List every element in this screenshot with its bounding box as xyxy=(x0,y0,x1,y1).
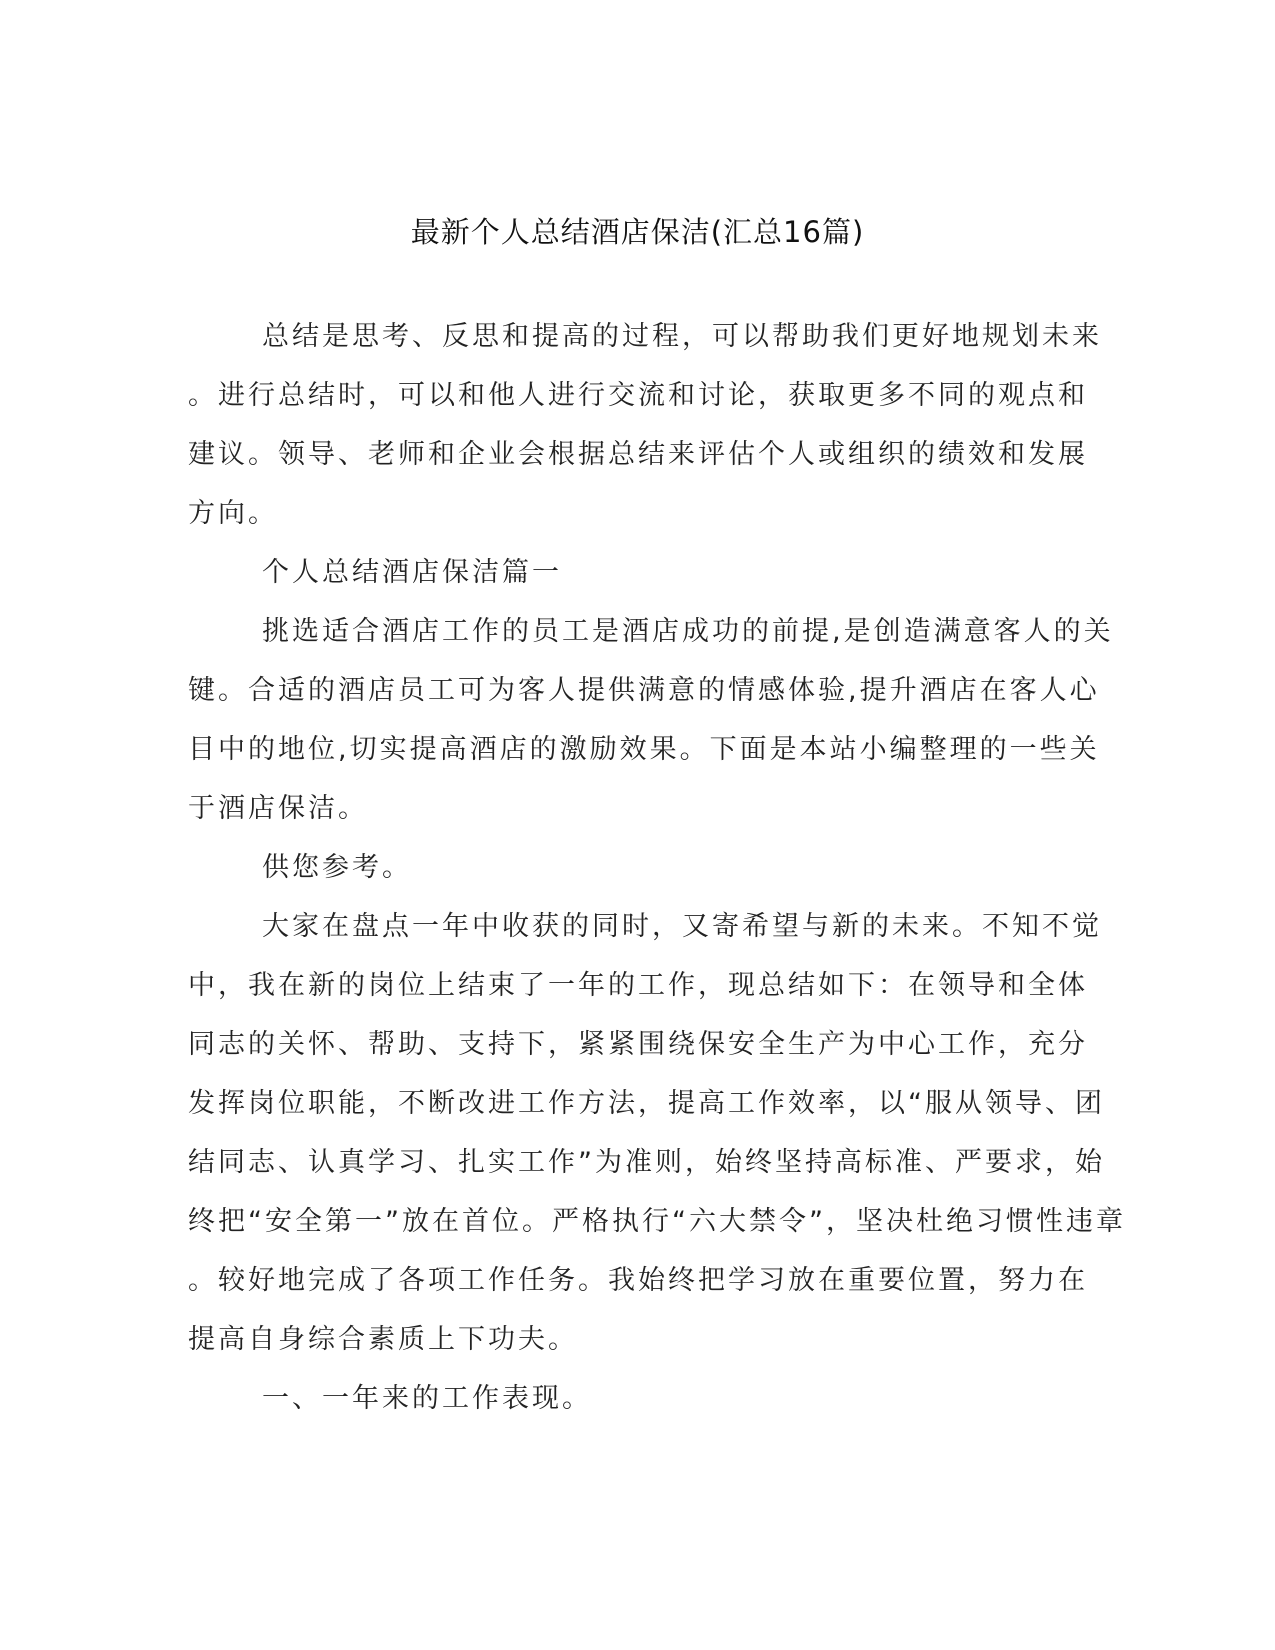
paragraph-line: 方向。 xyxy=(188,498,278,529)
paragraph-line: 。进行总结时，可以和他人进行交流和讨论，获取更多不同的观点和 xyxy=(188,380,1088,411)
paragraph-line: 发挥岗位职能，不断改进工作方法，提高工作效率，以“服从领导、团 xyxy=(188,1088,1105,1119)
paragraph-line: 键。合适的酒店员工可为客人提供满意的情感体验,提升酒店在客人心 xyxy=(188,675,1100,706)
paragraph-line: 目中的地位,切实提高酒店的激励效果。下面是本站小编整理的一些关 xyxy=(188,734,1100,765)
paragraph-line: 大家在盘点一年中收获的同时，又寄希望与新的未来。不知不觉 xyxy=(262,911,1102,942)
paragraph-line: 挑选适合酒店工作的员工是酒店成功的前提,是创造满意客人的关 xyxy=(262,616,1114,647)
paragraph-line: 同志的关怀、帮助、支持下，紧紧围绕保安全生产为中心工作，充分 xyxy=(188,1029,1088,1060)
paragraph-line: 中，我在新的岗位上结束了一年的工作，现总结如下：在领导和全体 xyxy=(188,970,1088,1001)
section-heading: 个人总结酒店保洁篇一 xyxy=(262,557,562,588)
paragraph-line: 提高自身综合素质上下功夫。 xyxy=(188,1324,578,1355)
paragraph-line: 。较好地完成了各项工作任务。我始终把学习放在重要位置，努力在 xyxy=(188,1265,1088,1296)
paragraph-line: 建议。领导、老师和企业会根据总结来评估个人或组织的绩效和发展 xyxy=(188,439,1088,470)
paragraph-line: 于酒店保洁。 xyxy=(188,793,368,824)
section-heading: 一、一年来的工作表现。 xyxy=(262,1383,592,1414)
paragraph-line: 总结是思考、反思和提高的过程，可以帮助我们更好地规划未来 xyxy=(262,321,1102,352)
paragraph-line: 终把“安全第一”放在首位。严格执行“六大禁令”，坚决杜绝习惯性违章 xyxy=(188,1206,1126,1237)
paragraph-line: 结同志、认真学习、扎实工作”为准则，始终坚持高标准、严要求，始 xyxy=(188,1147,1105,1178)
paragraph-line: 供您参考。 xyxy=(262,852,412,883)
document-title: 最新个人总结酒店保洁(汇总16篇) xyxy=(410,215,865,249)
